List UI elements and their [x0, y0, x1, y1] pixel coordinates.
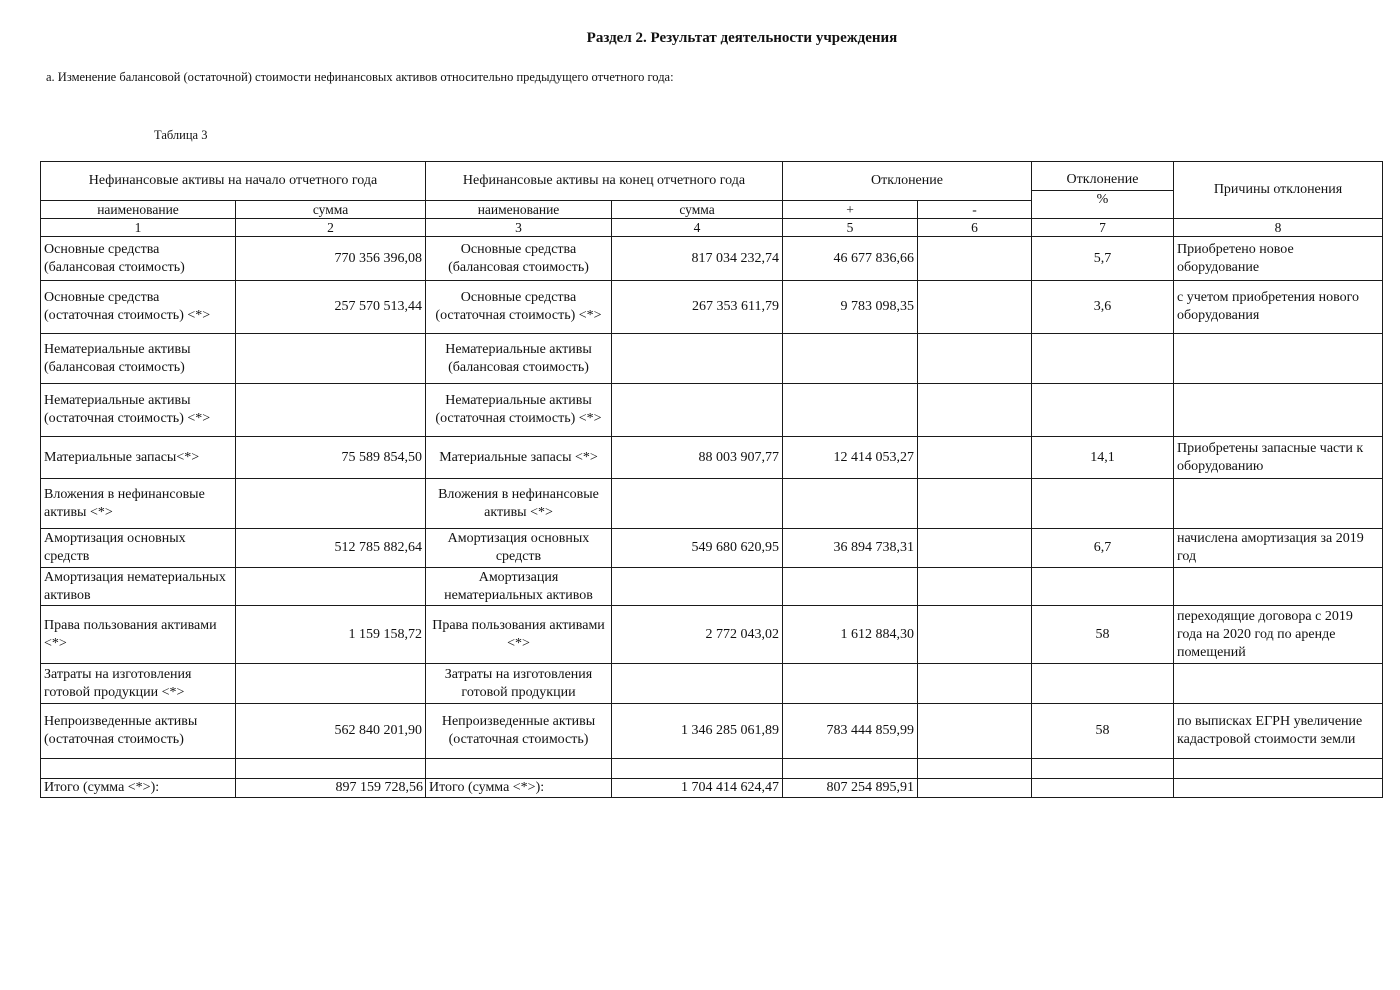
cell-name-start: Основные средства (остаточная стоимость) <*> [41, 281, 236, 334]
header-deviation-pct [1032, 162, 1174, 219]
cell-sum-end [612, 759, 783, 779]
cell-pct: 5,7 [1032, 237, 1174, 281]
table-row [41, 281, 1383, 334]
cell-name-start: Амортизация основных средств [41, 529, 236, 568]
cell-sum-start: 1 159 158,72 [236, 606, 426, 664]
cell-sum-end: 1 346 285 061,89 [612, 704, 783, 759]
total-name-start: Итого (сумма <*>): [41, 779, 236, 798]
header-minus: - [918, 201, 1032, 219]
cell-sum-end [612, 384, 783, 437]
cell-sum-start: 770 356 396,08 [236, 237, 426, 281]
cell-sum-end: 88 003 907,77 [612, 437, 783, 479]
cell-sum-start [236, 759, 426, 779]
cell-name-end: Основные средства (балансовая стоимость) [426, 237, 612, 281]
cell-minus [918, 568, 1032, 606]
cell-minus [918, 664, 1032, 704]
cell-sum-end [612, 568, 783, 606]
header-plus: + [783, 201, 918, 219]
cell-plus [783, 759, 918, 779]
total-sum-end: 1 704 414 624,47 [612, 779, 783, 798]
cell-pct: 6,7 [1032, 529, 1174, 568]
cell-reason: переходящие договора с 2019 года на 2020 год по аренде помещений [1174, 606, 1383, 664]
cell-name-start: Права пользования активами <*> [41, 606, 236, 664]
header-sum-end: сумма [612, 201, 783, 219]
header-reasons: Причины отклонения [1174, 162, 1383, 219]
cell-sum-end: 549 680 620,95 [612, 529, 783, 568]
cell-sum-end: 267 353 611,79 [612, 281, 783, 334]
cell-plus: 1 612 884,30 [783, 606, 918, 664]
header-row-main [41, 162, 1383, 201]
cell-minus [918, 281, 1032, 334]
cell-minus [918, 606, 1032, 664]
cell-minus [918, 384, 1032, 437]
table-row [41, 606, 1383, 664]
cell-sum-end [612, 479, 783, 529]
table-row [41, 664, 1383, 704]
col-num: 3 [426, 219, 612, 237]
header-row-numbers [41, 219, 1383, 237]
cell-reason [1174, 759, 1383, 779]
header-deviation-pct-label: Отклонение [1032, 171, 1173, 191]
cell-pct [1032, 334, 1174, 384]
cell-reason [1174, 334, 1383, 384]
cell-minus [918, 759, 1032, 779]
cell-name-start [41, 759, 236, 779]
cell-reason [1174, 479, 1383, 529]
cell-pct [1032, 759, 1174, 779]
cell-sum-start [236, 568, 426, 606]
cell-name-end [426, 759, 612, 779]
total-name-end: Итого (сумма <*>): [426, 779, 612, 798]
total-minus [918, 779, 1032, 798]
col-num: 1 [41, 219, 236, 237]
cell-reason: Приобретены запасные части к оборудованию [1174, 437, 1383, 479]
cell-sum-start: 562 840 201,90 [236, 704, 426, 759]
cell-minus [918, 237, 1032, 281]
cell-pct: 58 [1032, 704, 1174, 759]
col-num: 7 [1032, 219, 1174, 237]
cell-sum-start [236, 384, 426, 437]
cell-name-end: Нематериальные активы (остаточная стоимость) <*> [426, 384, 612, 437]
assets-table [40, 161, 1383, 798]
header-deviation-pct-unit: % [1096, 192, 1109, 207]
cell-sum-start [236, 334, 426, 384]
col-num: 6 [918, 219, 1032, 237]
table-row [41, 759, 1383, 779]
cell-plus [783, 568, 918, 606]
cell-minus [918, 704, 1032, 759]
cell-plus [783, 664, 918, 704]
cell-name-end: Амортизация нематериальных активов [426, 568, 612, 606]
col-num: 8 [1174, 219, 1383, 237]
table-label: Таблица 3 [154, 128, 208, 142]
total-sum-start: 897 159 728,56 [236, 779, 426, 798]
table-row [41, 384, 1383, 437]
cell-name-end: Права пользования активами <*> [426, 606, 612, 664]
cell-name-start: Основные средства (балансовая стоимость) [41, 237, 236, 281]
cell-minus [918, 529, 1032, 568]
cell-plus: 9 783 098,35 [783, 281, 918, 334]
cell-name-end: Затраты на изготовления готовой продукции [426, 664, 612, 704]
table-row [41, 437, 1383, 479]
table-row [41, 479, 1383, 529]
cell-sum-end [612, 334, 783, 384]
cell-reason [1174, 384, 1383, 437]
cell-name-start: Амортизация нематериальных активов [41, 568, 236, 606]
cell-reason [1174, 664, 1383, 704]
cell-name-end: Нематериальные активы (балансовая стоимость) [426, 334, 612, 384]
cell-name-start: Материальные запасы<*> [41, 437, 236, 479]
total-plus: 807 254 895,91 [783, 779, 918, 798]
cell-reason: начислена амортизация за 2019 год [1174, 529, 1383, 568]
cell-name-start: Вложения в нефинансовые активы <*> [41, 479, 236, 529]
col-num: 4 [612, 219, 783, 237]
cell-name-end: Основные средства (остаточная стоимость) <*> [426, 281, 612, 334]
cell-sum-start [236, 664, 426, 704]
header-name-start: наименование [41, 201, 236, 219]
cell-reason: с учетом приобретения нового оборудования [1174, 281, 1383, 334]
cell-plus: 783 444 859,99 [783, 704, 918, 759]
cell-reason: Приобретено новое оборудование [1174, 237, 1383, 281]
total-reason [1174, 779, 1383, 798]
cell-name-end: Материальные запасы <*> [426, 437, 612, 479]
cell-sum-start: 75 589 854,50 [236, 437, 426, 479]
cell-pct [1032, 384, 1174, 437]
col-num: 2 [236, 219, 426, 237]
cell-sum-end [612, 664, 783, 704]
header-name-end: наименование [426, 201, 612, 219]
cell-name-start: Нематериальные активы (остаточная стоимость) <*> [41, 384, 236, 437]
table-row [41, 704, 1383, 759]
cell-pct [1032, 664, 1174, 704]
cell-pct: 58 [1032, 606, 1174, 664]
table-subtitle: а. Изменение балансовой (остаточной) стоимости нефинансовых активов относительно предыдущего отчетного года: [46, 70, 674, 84]
cell-pct [1032, 479, 1174, 529]
table-row [41, 529, 1383, 568]
cell-plus [783, 479, 918, 529]
cell-sum-end: 2 772 043,02 [612, 606, 783, 664]
header-end: Нефинансовые активы на конец отчетного года [426, 162, 783, 201]
cell-sum-end: 817 034 232,74 [612, 237, 783, 281]
total-row [41, 779, 1383, 798]
cell-name-start: Затраты на изготовления готовой продукции <*> [41, 664, 236, 704]
col-num: 5 [783, 219, 918, 237]
cell-sum-start: 512 785 882,64 [236, 529, 426, 568]
table-row [41, 334, 1383, 384]
cell-name-start: Непроизведенные активы (остаточная стоимость) [41, 704, 236, 759]
table-row [41, 568, 1383, 606]
cell-minus [918, 334, 1032, 384]
header-sum-start: сумма [236, 201, 426, 219]
cell-name-end: Амортизация основных средств [426, 529, 612, 568]
total-pct [1032, 779, 1174, 798]
cell-plus: 46 677 836,66 [783, 237, 918, 281]
cell-pct: 14,1 [1032, 437, 1174, 479]
cell-reason [1174, 568, 1383, 606]
cell-name-end: Вложения в нефинансовые активы <*> [426, 479, 612, 529]
cell-pct: 3,6 [1032, 281, 1174, 334]
cell-sum-start: 257 570 513,44 [236, 281, 426, 334]
cell-plus: 12 414 053,27 [783, 437, 918, 479]
cell-minus [918, 479, 1032, 529]
table-row [41, 237, 1383, 281]
header-deviation: Отклонение [783, 162, 1032, 201]
cell-name-end: Непроизведенные активы (остаточная стоимость) [426, 704, 612, 759]
cell-minus [918, 437, 1032, 479]
section-title: Раздел 2. Результат деятельности учреждения [586, 30, 898, 46]
cell-pct [1032, 568, 1174, 606]
cell-sum-start [236, 479, 426, 529]
header-start: Нефинансовые активы на начало отчетного года [41, 162, 426, 201]
cell-reason: по выписках ЕГРН увеличение кадастровой стоимости земли [1174, 704, 1383, 759]
cell-name-start: Нематериальные активы (балансовая стоимость) [41, 334, 236, 384]
cell-plus: 36 894 738,31 [783, 529, 918, 568]
cell-plus [783, 334, 918, 384]
cell-plus [783, 384, 918, 437]
